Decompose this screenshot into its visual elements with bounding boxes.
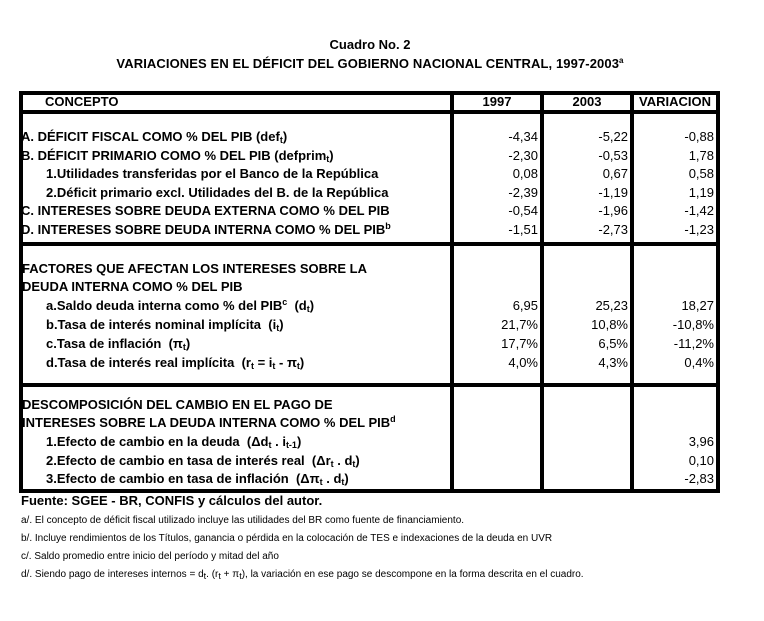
section3-heading-line1: DESCOMPOSICIÓN DEL CAMBIO EN EL PAGO DE xyxy=(22,397,333,412)
title-footnote-marker: a xyxy=(619,56,624,65)
subscript: t xyxy=(182,342,186,352)
subscript: t xyxy=(250,361,254,371)
value-variacion: -1,42 xyxy=(684,203,714,219)
label-text: - π xyxy=(275,355,297,370)
note-a: a/. El concepto de déficit fiscal utilizado incluye las utilidades del BR como fuente de financiamiento. xyxy=(21,515,465,526)
label-text: ) xyxy=(329,147,334,163)
subscript: t xyxy=(296,361,300,371)
subscript: t xyxy=(279,135,283,145)
row-label xyxy=(46,165,378,183)
label-text: b.Tasa de interés nominal implícita xyxy=(46,317,262,332)
section3-heading-text: INTERESES SOBRE LA DEUDA INTERNA COMO % DEL PIB xyxy=(22,415,391,430)
section2-heading-line2: DEUDA INTERNA COMO % DEL PIB xyxy=(22,279,243,294)
value-variacion: 0,58 xyxy=(688,166,714,182)
value-variacion: -11,2% xyxy=(673,336,714,351)
row-label xyxy=(46,433,301,451)
row-label xyxy=(46,354,304,372)
row-label xyxy=(46,316,284,334)
label-text: ) xyxy=(279,317,284,332)
note-d-sub: t xyxy=(239,571,242,581)
value-1997: 21,7% xyxy=(501,317,538,332)
label-text: 2.Déficit primario excl. Utilidades del B. de la República xyxy=(46,184,389,200)
note-d-text: . (r xyxy=(206,569,219,580)
label-text: ) xyxy=(185,336,191,351)
value-2003: 10,8% xyxy=(591,317,628,332)
value-2003: -1,19 xyxy=(598,184,628,200)
border-section3 xyxy=(19,383,720,387)
label-text: = i xyxy=(253,355,273,370)
label-text: ) xyxy=(344,471,349,486)
subscript: t xyxy=(326,153,330,164)
label-text: 2.Efecto de cambio en tasa de interés real xyxy=(46,452,305,468)
value-2003: -0,53 xyxy=(598,147,628,163)
value-2003: -5,22 xyxy=(598,129,628,144)
note-d xyxy=(21,569,584,580)
value-1997: -2,39 xyxy=(508,184,538,200)
section3-heading-line2 xyxy=(22,414,396,432)
value-variacion: -2,83 xyxy=(684,471,714,486)
label-text: (r xyxy=(241,355,251,370)
section2-heading-line1: FACTORES QUE AFECTAN LOS INTERESES SOBRE LA xyxy=(22,261,368,276)
label-text: . i xyxy=(271,434,286,449)
label-text: A. DÉFICIT FISCAL COMO % DEL PIB (def xyxy=(21,129,280,144)
value-2003: -1,96 xyxy=(598,203,628,219)
label-text: 1.Efecto de cambio en la deuda xyxy=(46,434,240,449)
label-text: 1.Utilidades transferidas por el Banco de la República xyxy=(46,166,379,182)
row-label xyxy=(21,221,391,239)
label-text: D. INTERESES SOBRE DEUDA INTERNA COMO % DEL PIB xyxy=(21,222,386,237)
header-2003: 2003 xyxy=(572,94,602,109)
table-title xyxy=(0,56,740,71)
value-1997: 6,95 xyxy=(512,298,538,313)
subscript: t xyxy=(276,323,280,333)
header-concepto: CONCEPTO xyxy=(45,94,119,109)
table-title-text: VARIACIONES EN EL DÉFICIT DEL GOBIERNO NACIONAL CENTRAL, 1997-2003 xyxy=(116,56,620,71)
border-section2 xyxy=(19,242,720,246)
table-number: Cuadro No. 2 xyxy=(329,37,411,52)
value-variacion: 0,10 xyxy=(688,452,714,468)
note-c: c/. Saldo promedio entre inicio del período y mitad del año xyxy=(21,551,279,562)
label-text: (Δπ xyxy=(295,471,320,486)
value-variacion: 1,19 xyxy=(688,184,714,200)
deficit-table xyxy=(19,91,720,493)
label-text: . d xyxy=(322,471,342,486)
row-label xyxy=(46,452,360,470)
subscript: t xyxy=(306,304,310,314)
value-variacion: 1,78 xyxy=(688,147,714,163)
value-variacion: -1,23 xyxy=(684,222,714,237)
label-text: 3.Efecto de cambio en tasa de inflación xyxy=(46,471,289,486)
value-2003: 6,5% xyxy=(598,336,628,351)
label-text: ) xyxy=(309,298,315,313)
value-1997: 17,7% xyxy=(501,336,538,351)
row-label xyxy=(21,147,334,165)
subscript: t xyxy=(341,477,345,487)
header-1997: 1997 xyxy=(482,94,512,109)
label-text: (d xyxy=(294,298,307,313)
value-variacion: -10,8% xyxy=(672,317,714,332)
subscript: t xyxy=(352,458,356,469)
note-d-text: d/. Siendo pago de intereses internos = d xyxy=(21,569,204,580)
value-1997: -1,51 xyxy=(508,222,538,237)
label-text: ) xyxy=(355,452,360,468)
value-1997: -2,30 xyxy=(508,147,538,163)
row-label xyxy=(46,470,349,488)
label-text: a.Saldo deuda interna como % del PIB xyxy=(46,298,283,313)
subscript: t xyxy=(319,477,323,487)
value-variacion: 3,96 xyxy=(688,434,714,449)
value-1997: 4,0% xyxy=(508,355,538,370)
row-label xyxy=(46,335,190,353)
value-1997: -4,34 xyxy=(508,129,538,144)
header-variacion: VARIACION xyxy=(639,94,711,109)
label-text: ) xyxy=(296,434,302,449)
value-2003: -2,73 xyxy=(598,222,628,237)
subscript: t xyxy=(272,361,276,371)
border-right xyxy=(716,91,720,493)
label-text: ) xyxy=(282,129,288,144)
note-d-text: + π xyxy=(220,569,240,580)
subscript: t-1 xyxy=(285,440,297,450)
label-text: (Δr xyxy=(311,452,331,468)
label-text: c.Tasa de inflación xyxy=(46,336,162,351)
subscript: t xyxy=(330,458,334,469)
value-2003: 0,67 xyxy=(602,166,628,182)
source-line: Fuente: SGEE - BR, CONFIS y cálculos del autor. xyxy=(21,493,323,508)
label-text: . d xyxy=(333,452,353,468)
subscript: t xyxy=(268,440,272,450)
label-text: C. INTERESES SOBRE DEUDA EXTERNA COMO % DEL PIB xyxy=(21,203,390,219)
value-2003: 25,23 xyxy=(595,298,628,313)
note-d-sub: t xyxy=(218,571,221,581)
label-text: (π xyxy=(168,336,183,351)
note-b: b/. Incluye rendimientos de los Títulos, ganancia o pérdida en la colocación de TES e indexaciones de la deuda en UVR xyxy=(21,533,553,544)
value-variacion: 0,4% xyxy=(684,355,714,370)
row-label xyxy=(46,184,388,202)
note-d-sub: t xyxy=(203,571,207,581)
value-1997: 0,08 xyxy=(512,166,538,182)
footnote-marker: d xyxy=(390,414,396,424)
note-d-text: ), la variación en ese pago se descompone en la forma descrita en el cuadro. xyxy=(241,569,584,580)
label-text: ) xyxy=(299,355,305,370)
value-2003: 4,3% xyxy=(598,355,628,370)
row-label xyxy=(46,297,314,315)
row-label xyxy=(21,202,390,220)
label-text: B. DÉFICIT PRIMARIO COMO % DEL PIB (defprim xyxy=(21,147,327,163)
label-text: (Δd xyxy=(246,434,269,449)
label-text: (i xyxy=(268,317,277,332)
value-1997: -0,54 xyxy=(508,203,538,219)
label-text: d.Tasa de interés real implícita xyxy=(46,355,235,370)
value-variacion: 18,27 xyxy=(681,298,714,313)
footnote-marker: b xyxy=(385,221,391,231)
footnote-marker: c xyxy=(282,297,288,307)
value-variacion: -0,88 xyxy=(684,129,714,144)
row-label xyxy=(21,128,287,146)
